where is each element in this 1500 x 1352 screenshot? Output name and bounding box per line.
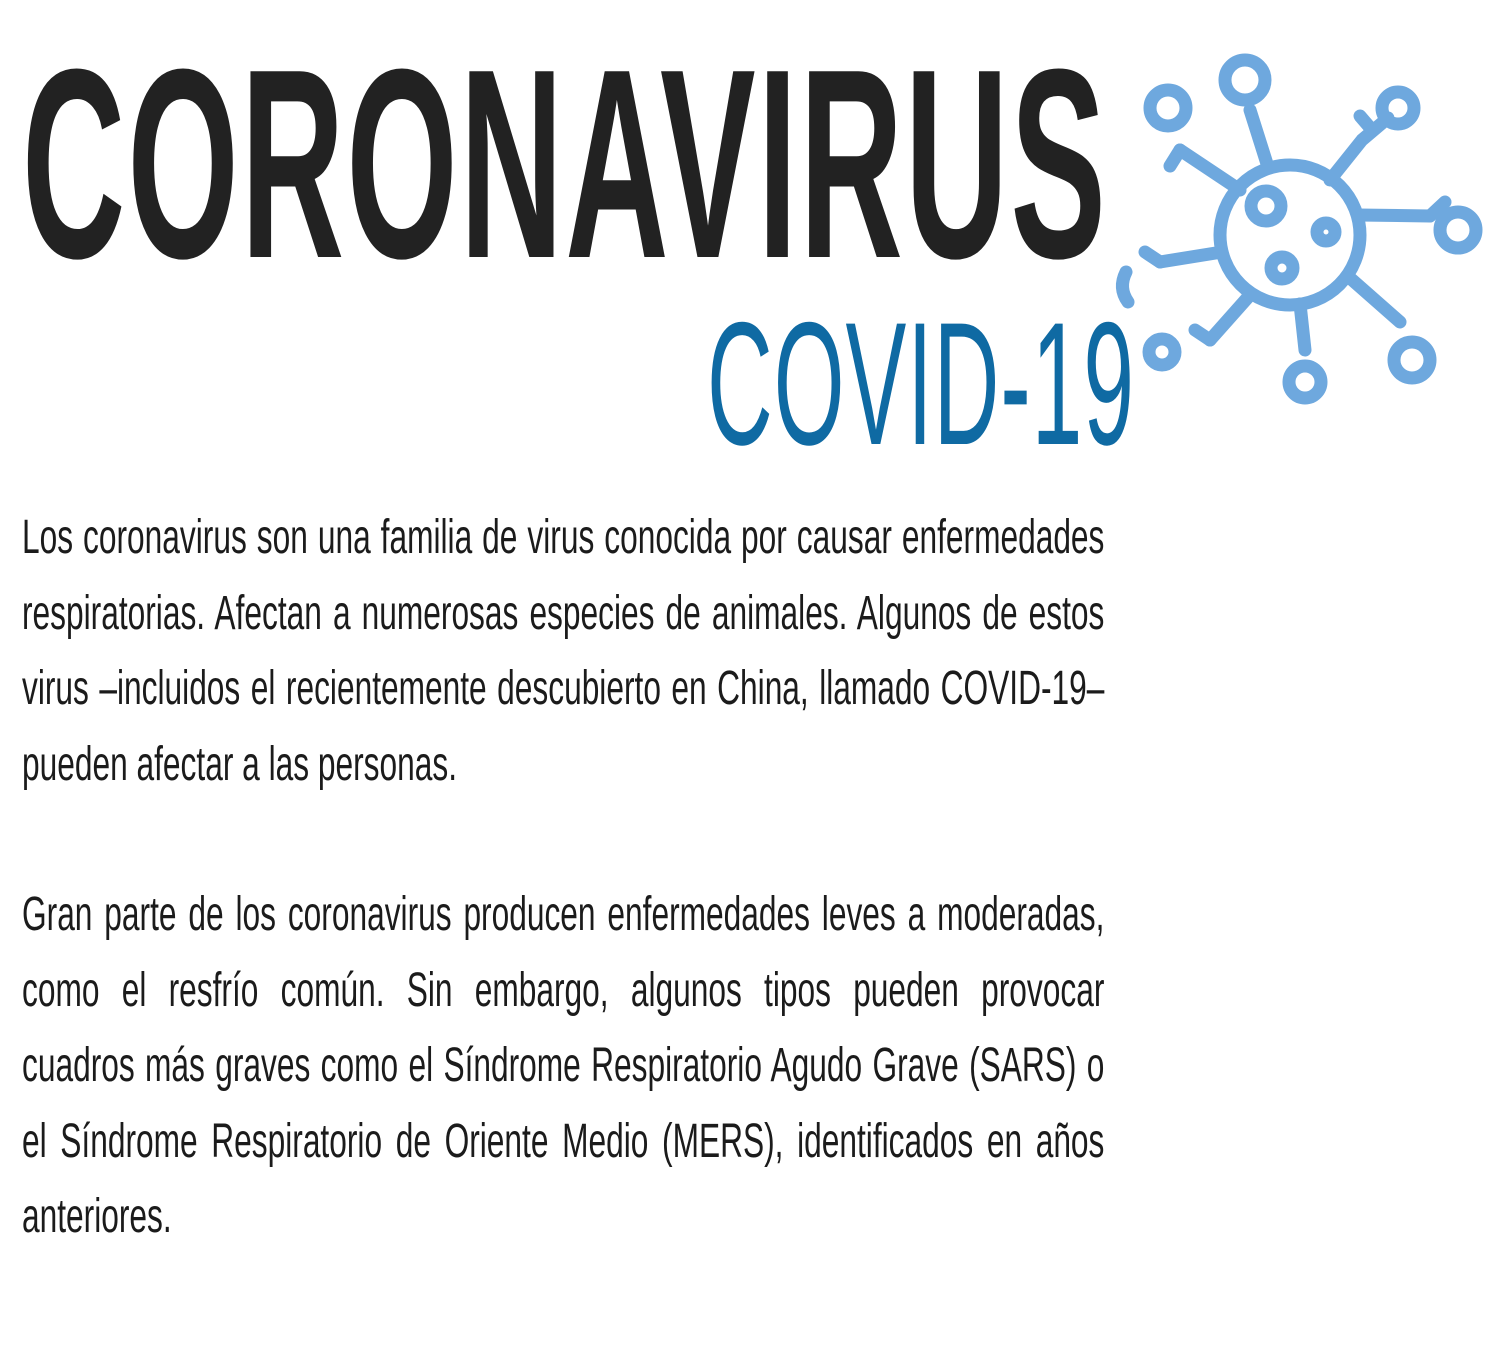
paragraph-1: Los coronavirus son una familia de virus conocida por causar enfermedades respiratorias. Afectan a numerosas especies de animales. Algunos de estos virus –incluidos el recientemente descubierto en China, llamado COVID-19– pueden afectar a las personas. (22, 511, 1105, 791)
virus-icon (1100, 40, 1490, 420)
body-text (22, 500, 1104, 1255)
page-title: CORONAVIRUS (22, 14, 1109, 315)
paragraph-2: Gran parte de los coronavirus producen enfermedades leves a moderadas, como el resfrío común. Sin embargo, algunos tipos pueden provocar cuadros más graves como el Síndrome Respiratorio Agudo Grave (SARS) o el Síndrome Respiratorio de Oriente Medio (MERS), identificados en años anteriores. (22, 888, 1105, 1243)
page-subtitle: COVID-19 (707, 287, 1136, 482)
